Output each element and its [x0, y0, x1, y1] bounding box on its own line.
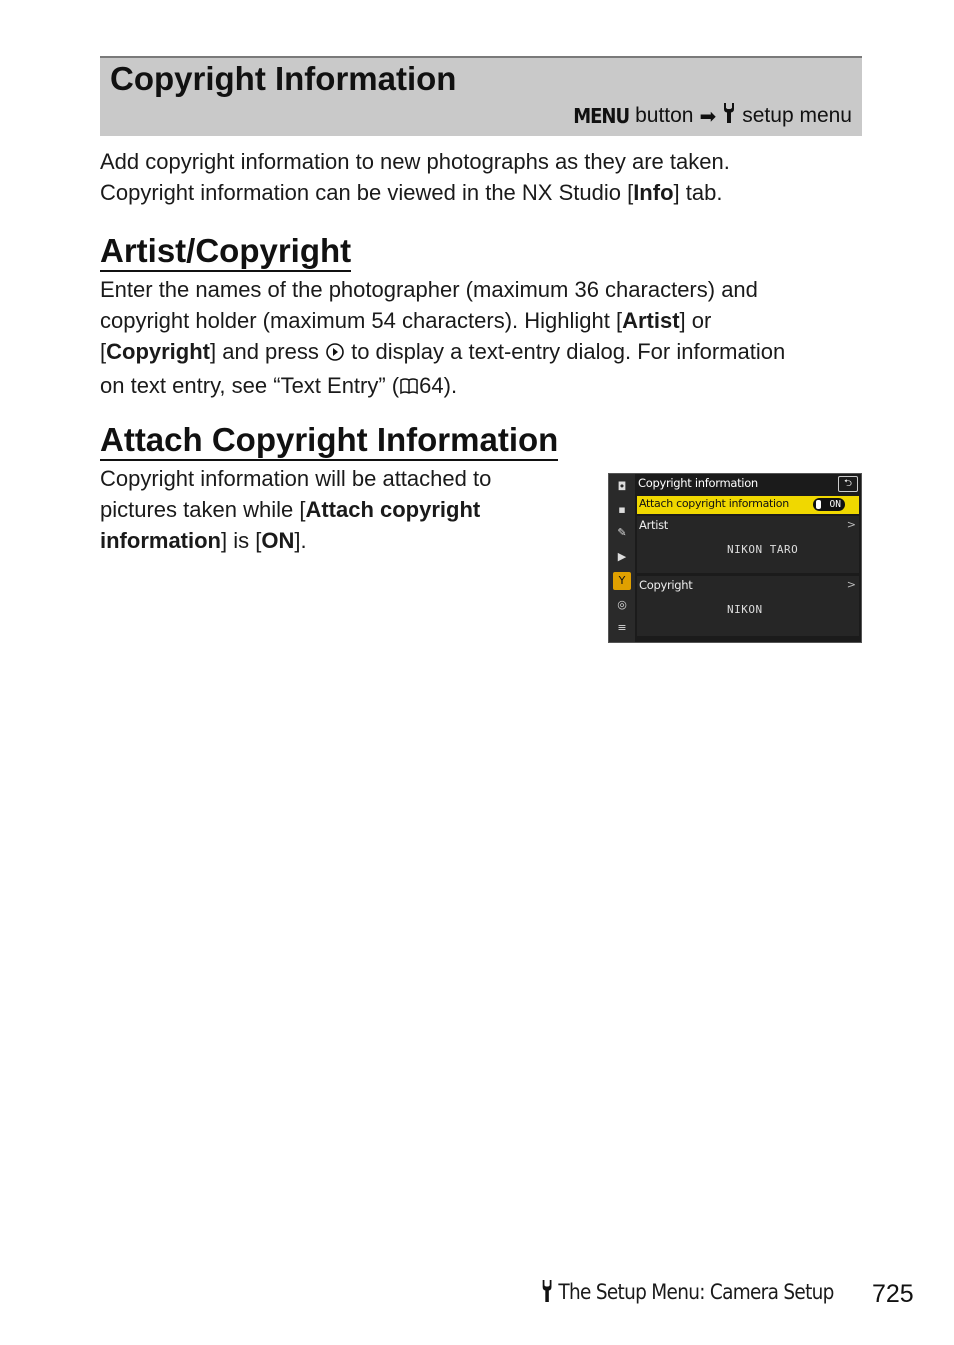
text-line: 64).: [419, 373, 458, 398]
on-value: ON: [261, 528, 295, 553]
artist-row: [637, 516, 859, 573]
menu-button-label: MENU: [573, 104, 630, 128]
multi-selector-right-icon: [325, 339, 345, 370]
intro-paragraph: [100, 146, 730, 208]
copyright-value: NIKON: [727, 603, 763, 616]
text-line: on text entry, see “Text Entry” (: [100, 373, 400, 398]
movie-shooting-icon: ▪: [618, 503, 626, 516]
artist-value: NIKON TARO: [727, 543, 799, 556]
text-line: ] is [: [221, 528, 262, 553]
network-icon: ◎: [617, 598, 627, 611]
page-title: Copyright Information: [110, 60, 457, 97]
playback-icon: ▶: [617, 550, 627, 563]
text-line: copyright holder (maximum 54 characters). Highlight [: [100, 308, 623, 333]
attach-copyright-row: [637, 496, 859, 514]
camera-menu-title: Copyright information: [638, 476, 758, 490]
footer-section-label: [541, 1279, 834, 1308]
text-line: Copyright information will be attached to: [100, 466, 492, 491]
copyright-item-name: Copyright: [106, 339, 211, 364]
attach-copyright-paragraph: [100, 463, 491, 556]
camera-menu-sidebar: [609, 474, 635, 642]
text-line: [: [100, 339, 107, 364]
menu-path: [573, 102, 852, 130]
attach-item-name: Attach copyright: [305, 497, 481, 522]
footer-section-title: The Setup Menu: Camera Setup: [558, 1280, 834, 1304]
attach-item-name-cont: information: [100, 528, 221, 553]
artist-copyright-paragraph: [100, 274, 785, 403]
section-heading-attach-copyright: Attach Copyright Information: [100, 421, 558, 461]
intro-line-1: Add copyright information to new photographs as they are taken.: [100, 149, 730, 174]
info-tab-name: Info: [633, 180, 674, 205]
setup-wrench-icon: Y: [613, 572, 631, 590]
on-toggle: [813, 498, 845, 511]
chevron-right-icon: >: [846, 518, 856, 531]
custom-settings-icon: ✎: [617, 526, 627, 539]
page-number: 725: [872, 1280, 914, 1308]
wrench-icon: [541, 1279, 553, 1308]
artist-label: Artist: [639, 518, 668, 532]
section-header: [100, 56, 862, 136]
wrench-icon: [722, 102, 736, 130]
photo-shooting-icon: ◘: [617, 480, 627, 493]
chevron-right-icon: >: [846, 578, 856, 591]
attach-copyright-label: Attach copyright information: [639, 497, 789, 510]
toggle-knob: [816, 500, 821, 509]
setup-menu-label: setup menu: [742, 104, 852, 127]
text-line: ] and press: [210, 339, 325, 364]
copyright-row: [637, 576, 859, 636]
section-heading-artist-copyright: Artist/Copyright: [100, 232, 351, 272]
artist-item-name: Artist: [622, 308, 680, 333]
button-word: button: [635, 104, 694, 127]
page-reference-icon: [399, 372, 419, 403]
arrow-right-icon: ➡: [699, 105, 717, 128]
text-line: ] or: [679, 308, 712, 333]
back-icon: ⮌: [838, 476, 858, 492]
text-line: Enter the names of the photographer (maximum 36 characters) and: [100, 277, 758, 302]
camera-menu-screenshot: [608, 473, 862, 643]
copyright-label: Copyright: [639, 578, 693, 592]
my-menu-icon: ≡: [617, 621, 627, 634]
text-line: to display a text-entry dialog. For information: [344, 339, 786, 364]
text-line: pictures taken while [: [100, 497, 306, 522]
toggle-value: ON: [829, 499, 841, 510]
intro-line-2c: ] tab.: [673, 180, 723, 205]
intro-line-2a: Copyright information can be viewed in the NX Studio [: [100, 180, 634, 205]
text-line: ].: [294, 528, 307, 553]
